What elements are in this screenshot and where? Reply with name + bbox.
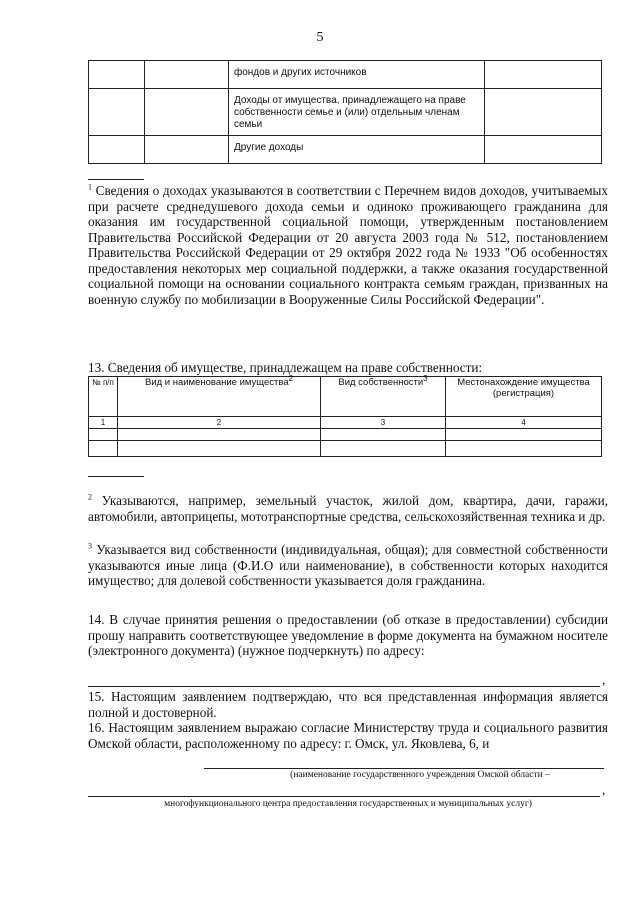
footnote-3 (88, 542, 608, 589)
table-cell-empty[interactable] (118, 429, 321, 441)
footnote-marker: 3 (423, 373, 428, 383)
section-15-text: 15. Настоящим заявлением подтверждаю, что вся представленная информация является полной и достоверной. (88, 689, 608, 720)
income-row-label: фондов и других источников (229, 61, 485, 89)
footnote-marker: 2 (88, 492, 92, 502)
table-cell-empty[interactable] (446, 429, 602, 441)
footnote-1 (88, 183, 608, 307)
income-row-label: Доходы от имущества, принадлежащего на праве собственности семье и (или) отдельным членам семьи (229, 89, 485, 136)
header-kind (118, 373, 321, 417)
header-num: № п/п (89, 377, 118, 417)
line-end-comma: , (602, 782, 606, 797)
table-cell-empty (145, 61, 229, 89)
table-cell-empty[interactable] (321, 441, 446, 457)
address-input-line[interactable] (88, 686, 600, 687)
footnote-2 (88, 493, 608, 524)
table-cell-empty[interactable] (321, 429, 446, 441)
footnote-separator (88, 476, 144, 477)
table-cell-empty (89, 61, 145, 89)
table-cell-empty (485, 136, 602, 164)
footnote-separator (88, 179, 144, 180)
section-14-text: 14. В случае принятия решения о предоставлении (об отказе в предоставлении) субсидии прошу направить соответствующее уведомление в форме документа на бумажном носителе (электронного документа) (нужное подчеркнуть) по адресу: (88, 612, 608, 658)
institution-name-input-line[interactable] (204, 768, 604, 769)
column-number: 4 (446, 417, 602, 429)
footnote-text: Указываются, например, земельный участок, жилой дом, квартира, дачи, гаражи, автомобили, автоприцепы, мототранспортные средства, сельскохозяйственная техника и др. (88, 493, 608, 524)
table-cell-empty (89, 89, 145, 136)
header-location: Местонахождение имущества (регистрация) (446, 377, 602, 417)
header-kind-label: Вид и наименование имущества (144, 377, 289, 388)
column-number: 1 (89, 417, 118, 429)
header-ownership-label: Вид собственности (338, 377, 424, 388)
property-table (88, 373, 602, 457)
table-cell-empty (145, 89, 229, 136)
header-ownership (321, 373, 446, 417)
table-cell-empty[interactable] (446, 441, 602, 457)
institution-hint-2: многофункционального центра предоставления государственных и муниципальных услуг) (164, 799, 532, 809)
line-end-comma: , (602, 672, 606, 687)
table-cell-empty[interactable] (118, 441, 321, 457)
footnote-marker: 3 (88, 541, 92, 551)
institution-hint: (наименование государственного учреждения Омской области – (290, 770, 550, 780)
table-cell-empty (485, 61, 602, 89)
page-number: 5 (316, 30, 324, 45)
income-table-continuation (88, 60, 602, 164)
footnote-marker: 1 (88, 182, 92, 192)
section-13-title: 13. Сведения об имуществе, принадлежащем на праве собственности: (88, 360, 483, 375)
income-row-label: Другие доходы (229, 136, 485, 164)
table-cell-empty (145, 136, 229, 164)
institution-name-input-line-2[interactable] (88, 796, 600, 797)
footnote-text: Сведения о доходах указываются в соответствии с Перечнем видов доходов, учитываемых при расчете среднедушевого дохода семьи и одиноко проживающего гражданина для оказания им государственной социальной помощи, утвержденным постановлением Правительства Российской Федерации от 20 августа 2003 года № 512, постановлением Правительства Российской Федерации от 29 октября 2022 года № 1933 "Об особенностях предоставления некоторых мер социальной поддержки, а также оказания государственной социальной помощи на основании социального контракта семьям граждан, призванных на военную службу по мобилизации в Вооруженные Силы Российской Федерации". (88, 183, 609, 307)
footnote-text: Указывается вид собственности (индивидуальная, общая); для совместной собственности указываются иные лица (Ф.И.О или наименование), в собственности которых находится имущество; для долевой собственности указывается доля гражданина. (88, 542, 608, 588)
table-cell-empty (89, 136, 145, 164)
section-16-text: 16. Настоящим заявлением выражаю согласие Министерству труда и социального развития Омской области, расположенному по адресу: г. Омск, ул. Яковлева, 6, и (88, 720, 608, 751)
table-cell-empty[interactable] (89, 429, 118, 441)
table-cell-empty[interactable] (89, 441, 118, 457)
table-cell-empty (485, 89, 602, 136)
footnote-marker: 2 (288, 373, 294, 383)
column-number: 2 (118, 417, 321, 429)
column-number: 3 (321, 417, 446, 429)
